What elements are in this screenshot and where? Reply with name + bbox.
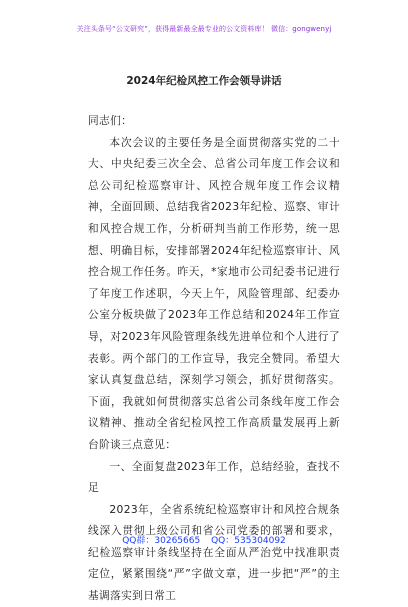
qq-number-text: QQ：535304092 — [211, 536, 286, 546]
footer-contact — [0, 533, 408, 546]
section-heading-1: 一、全面复盘2023年工作，总结经验，查找不足 — [88, 459, 340, 495]
salutation: 同志们： — [88, 114, 133, 127]
paragraph-2023-review: 2023年，全省系统纪检巡察审计和风控合规条线深入贯彻上级公司和省公司党委的部署和要求，纪检巡察审计条线坚持在全面从严治党中找准职责定位，紧紧围绕“严”字做文章，进一步把“严”的主基调落实到日常工 — [88, 502, 340, 603]
document-title: 2024年纪检风控工作会领导讲话 — [126, 75, 282, 87]
promo-banner: 关注头条号“公文研究”，获得最新最全最专业的公文资料库！ 微信：gongwenyj — [76, 25, 332, 33]
paragraph-intro: 本次会议的主要任务是全面贯彻落实党的二十大、中央纪委三次全会、总省公司年度工作会议和总公司纪检巡察审计、风控合规年度工作会议精神，全面回顾、总结我省2023年纪检、巡察、审计和风控合规工作，分析研判当前工作形势，统一思想、明确目标，安排部署2024年纪检巡察审计、风控合规工作任务。昨天，*家地市公司纪委书记进行了年度工作述职，今天上午，风险管理部、纪委办公室分板块做了2023年工作总结和2024年工作宣导，对2023年风险管理条线先进单位和个人进行了表彰。两个部门的工作宣导，我完全赞同。希望大家认真复盘总结，深刻学习领会，抓好贯彻落实。下面，我就如何贯彻落实总省公司条线年度工作会议精神、推动全省纪检风控工作高质量发展再上新台阶谈三点意见： — [88, 135, 340, 451]
qq-group-text: QQ群：30265665 — [122, 536, 201, 546]
